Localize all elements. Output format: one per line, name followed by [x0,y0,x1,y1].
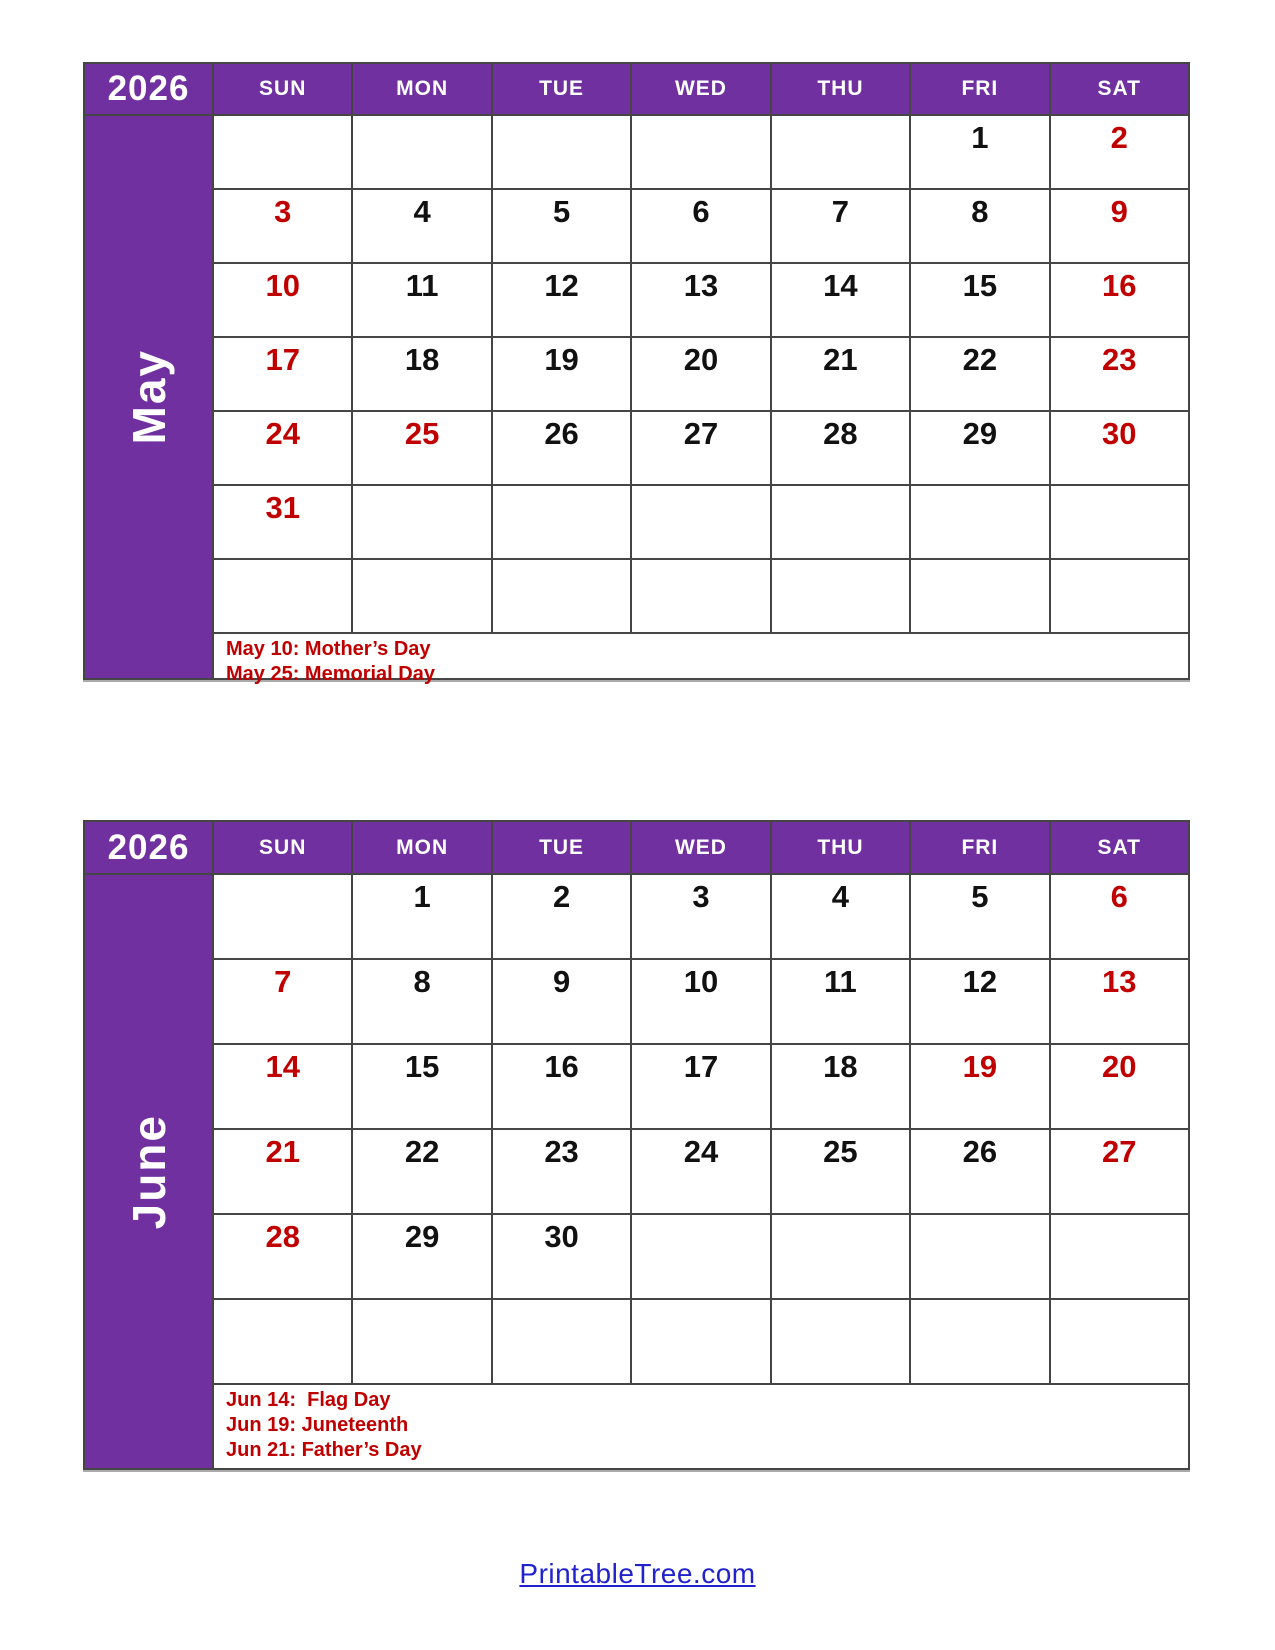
day-cell: 2 [493,875,630,958]
day-cell [214,560,351,632]
month-label: May [122,349,175,445]
day-cell: 20 [632,338,769,410]
day-cell [353,560,490,632]
day-cell [1051,560,1188,632]
day-cell: 17 [214,338,351,410]
day-cell: 29 [353,1215,490,1298]
printabletree-link[interactable]: PrintableTree.com [519,1558,756,1589]
dow-header-tue: TUE [493,822,630,873]
day-cell: 30 [493,1215,630,1298]
day-cell: 12 [493,264,630,336]
day-cell [632,486,769,558]
day-cell: 15 [353,1045,490,1128]
day-cell: 10 [632,960,769,1043]
day-cell: 9 [1051,190,1188,262]
day-cell: 15 [911,264,1048,336]
day-cell: 3 [214,190,351,262]
page-footer [0,1558,1275,1590]
day-cell: 23 [1051,338,1188,410]
holiday-notes [214,1385,1188,1468]
day-cell: 2 [1051,116,1188,188]
year-label: 2026 [107,827,190,867]
dow-header-sun: SUN [214,64,351,114]
day-cell: 11 [353,264,490,336]
day-cell [1051,1215,1188,1298]
dow-header-mon: MON [353,822,490,873]
day-cell: 17 [632,1045,769,1128]
year-cell [85,822,212,873]
day-cell [353,486,490,558]
day-cell: 27 [1051,1130,1188,1213]
day-cell: 25 [772,1130,909,1213]
day-cell [632,560,769,632]
day-cell [214,116,351,188]
day-cell [772,560,909,632]
dow-header-sat: SAT [1051,822,1188,873]
day-cell [493,486,630,558]
day-cell [214,1300,351,1383]
day-cell: 13 [632,264,769,336]
day-cell: 1 [353,875,490,958]
day-cell: 3 [632,875,769,958]
day-cell: 14 [772,264,909,336]
day-cell: 19 [911,1045,1048,1128]
dow-header-fri: FRI [911,64,1048,114]
day-cell: 4 [353,190,490,262]
month-label: June [122,1113,175,1230]
year-label: 2026 [107,69,190,108]
holiday-note: May 25: Memorial Day [226,663,435,685]
day-cell: 16 [493,1045,630,1128]
day-cell: 21 [214,1130,351,1213]
day-cell: 14 [214,1045,351,1128]
dow-header-tue: TUE [493,64,630,114]
day-cell [214,875,351,958]
dow-header-fri: FRI [911,822,1048,873]
day-cell [911,486,1048,558]
day-cell: 18 [353,338,490,410]
holiday-notes [214,634,1188,685]
day-cell: 21 [772,338,909,410]
dow-header-thu: THU [772,64,909,114]
day-cell [353,1300,490,1383]
day-cell: 13 [1051,960,1188,1043]
day-cell: 26 [493,412,630,484]
day-cell [772,486,909,558]
day-cell [772,1300,909,1383]
day-cell [911,560,1048,632]
day-cell [353,116,490,188]
day-cell: 11 [772,960,909,1043]
day-cell [1051,486,1188,558]
day-cell: 28 [214,1215,351,1298]
day-cell: 1 [911,116,1048,188]
day-cell [1051,1300,1188,1383]
day-cell: 29 [911,412,1048,484]
day-cell: 7 [772,190,909,262]
day-cell [772,116,909,188]
day-cell: 7 [214,960,351,1043]
month-sidebar [85,875,212,1468]
day-cell: 16 [1051,264,1188,336]
day-cell: 6 [1051,875,1188,958]
dow-header-mon: MON [353,64,490,114]
holiday-note: Jun 21: Father’s Day [226,1439,422,1461]
day-cell: 5 [911,875,1048,958]
day-cell [493,1300,630,1383]
day-cell: 26 [911,1130,1048,1213]
day-cell: 5 [493,190,630,262]
month-sidebar [85,116,212,678]
day-cell: 4 [772,875,909,958]
day-cell: 27 [632,412,769,484]
day-cell: 8 [353,960,490,1043]
day-cell [493,560,630,632]
day-cell: 20 [1051,1045,1188,1128]
day-cell [911,1215,1048,1298]
day-cell: 24 [632,1130,769,1213]
day-cell: 10 [214,264,351,336]
day-cell: 12 [911,960,1048,1043]
day-cell [911,1300,1048,1383]
day-cell [632,1215,769,1298]
dow-header-thu: THU [772,822,909,873]
day-cell: 6 [632,190,769,262]
day-cell: 18 [772,1045,909,1128]
dow-header-wed: WED [632,822,769,873]
day-cell [632,116,769,188]
day-cell: 22 [911,338,1048,410]
day-cell [772,1215,909,1298]
day-cell: 19 [493,338,630,410]
day-cell: 24 [214,412,351,484]
day-cell: 22 [353,1130,490,1213]
holiday-note: Jun 19: Juneteenth [226,1414,409,1436]
day-cell: 8 [911,190,1048,262]
dow-header-wed: WED [632,64,769,114]
day-cell [493,116,630,188]
june-2026-calendar [83,820,1190,1470]
day-cell: 23 [493,1130,630,1213]
day-cell: 28 [772,412,909,484]
dow-header-sun: SUN [214,822,351,873]
year-cell [85,64,212,114]
holiday-note: Jun 14: Flag Day [226,1389,391,1411]
day-cell [632,1300,769,1383]
may-2026-calendar [83,62,1190,685]
holiday-note: May 10: Mother’s Day [226,638,431,660]
dow-header-sat: SAT [1051,64,1188,114]
day-cell: 25 [353,412,490,484]
day-cell: 30 [1051,412,1188,484]
day-cell: 31 [214,486,351,558]
day-cell: 9 [493,960,630,1043]
